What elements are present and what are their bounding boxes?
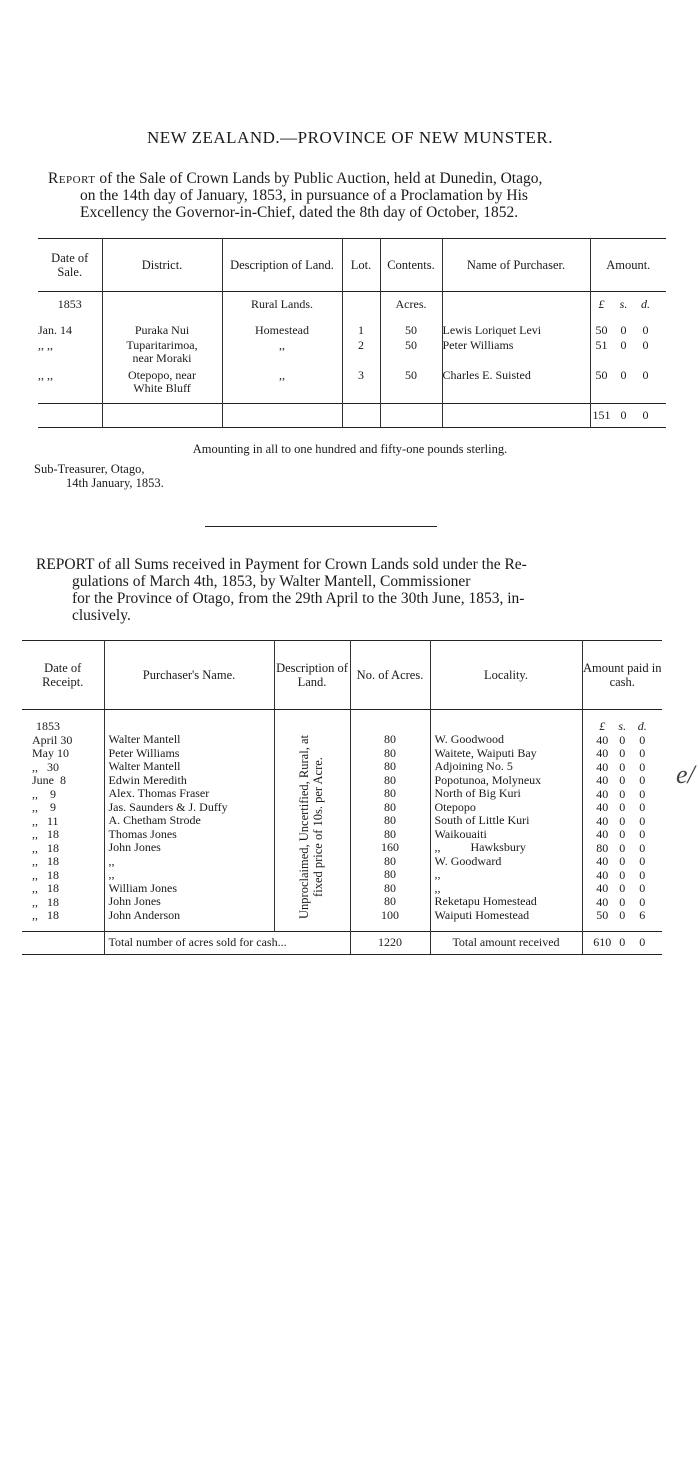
table-row-acres: 80 — [384, 880, 396, 895]
amounting-note: Amounting in all to one hundred and fifty-one pounds sterling. — [192, 442, 508, 456]
report1-line-1: of the Sale of Crown Lands by Public Auction, held at Dunedin, Otago, — [99, 170, 543, 187]
table-row-date: April 30 — [32, 732, 73, 747]
table-row-locality: Otepopo — [434, 799, 476, 814]
report2-line-3: for the Province of Otago, from the 29th April to the 30th June, 1853, in- — [72, 590, 525, 607]
table-row-date: ,, 18 — [32, 854, 59, 868]
table-row-purchaser: William Jones — [108, 880, 178, 895]
table-row: ,, ,, Otepopo, near White Bluff ,, 3 50 Charles E. Suisted 50 0 0 — [38, 369, 666, 404]
table-row-acres: 80 — [384, 732, 396, 746]
total-received: 610 0 0 — [582, 931, 662, 954]
section-divider — [205, 526, 437, 527]
table-row-amount: 40 0 0 — [596, 813, 646, 828]
table-subheader-row — [38, 292, 666, 325]
table-row-amount: 40 0 0 — [596, 786, 646, 801]
table-row-locality: Waikouaiti — [434, 826, 487, 841]
table-row-locality: Adjoining No. 5 — [434, 759, 513, 773]
total-acres-label: Total number of acres sold for cash... — [104, 931, 350, 954]
table-row-date: ,, 9 — [32, 786, 56, 801]
table-header-row — [22, 641, 662, 710]
table-row-amount: 40 0 0 — [596, 746, 646, 760]
signoff-line-2: 14th January, 1853. — [66, 476, 164, 490]
report1-lead: Report — [48, 170, 96, 187]
total-row — [38, 404, 666, 428]
table-row-acres: 80 — [384, 745, 396, 760]
col-header-purchaser: Name of Purchaser. — [442, 239, 590, 292]
total-acres: 1220 — [350, 931, 430, 954]
auction-sales-table — [38, 238, 666, 428]
table-row-purchaser: Edwin Meredith — [108, 772, 187, 787]
col-header-lot: Lot. — [342, 239, 380, 292]
table-row-purchaser: Thomas Jones — [108, 826, 177, 841]
table-row-locality: Reketapu Homestead — [434, 894, 537, 908]
purchaser-column — [104, 710, 274, 932]
description-column — [274, 710, 350, 932]
acres-label: Acres. — [380, 292, 442, 325]
handwritten-margin-mark: e/ — [676, 760, 695, 789]
report2-line-1: REPORT of all Sums received in Payment for Crown Lands sold under the Re- — [36, 556, 527, 573]
table-row-amount: 80 0 0 — [596, 840, 646, 855]
col-header-contents: Contents. — [380, 239, 442, 292]
table-row-date: ,, 18 — [32, 894, 59, 909]
signoff-line-1: Sub-Treasurer, Otago, — [34, 462, 145, 476]
date-list — [22, 734, 104, 923]
col-header-date: Date of Receipt. — [22, 641, 104, 710]
table-row-date: ,, 18 — [32, 881, 59, 895]
table-row-amount: 40 0 0 — [596, 867, 646, 882]
table-row-acres: 80 — [384, 813, 396, 827]
table-row-amount: 50 0 6 — [596, 908, 646, 922]
table-row-date: ,, 18 — [32, 867, 59, 882]
table-row-purchaser: John Anderson — [108, 907, 181, 922]
table-row-purchaser: Walter Mantell — [108, 732, 181, 746]
table-row-acres: 80 — [384, 867, 396, 881]
table-row-acres: 80 — [384, 786, 396, 800]
col-header-description: Description of Land. — [274, 641, 350, 710]
report2-line-4: clusively. — [72, 607, 131, 624]
table-row-date: May 10 — [32, 746, 69, 760]
table-header-row — [38, 239, 666, 292]
table-row-amount: 40 0 0 — [596, 854, 646, 868]
col-header-acres: No. of Acres. — [350, 641, 430, 710]
amount-column: £ s. d. 40 0 0 40 0 0 40 0 0 40 0 0 40 0 0 40 0 0 40 0 0 40 0 0 80 0 0 40 0 0 40 0 0 40 0 0 40 0 0 50 0 6 — [582, 710, 662, 932]
table-row-locality: ,, — [434, 880, 441, 895]
rural-lands-label: Rural Lands. — [222, 292, 342, 325]
table-row-locality: Waiputi Homestead — [434, 907, 530, 922]
table-row-acres: 160 — [381, 840, 399, 854]
report1-line-3: Excellency the Governor-in-Chief, dated the 8th day of October, 1852. — [80, 204, 519, 221]
table-row-date: ,, 11 — [32, 813, 59, 828]
table-row-amount: 40 0 0 — [596, 827, 646, 841]
table-row-acres: 80 — [384, 799, 396, 814]
table-row-locality: ,, Hawksbury — [434, 840, 526, 854]
date-column: 1853 April 30 May 10 ,, 30 June 8 ,, 9 ,, 9 ,, 11 ,, 18 ,, 18 ,, 18 ,, 18 ,, 18 ,, 18 ,, 18 — [22, 710, 104, 932]
table-row-purchaser: Alex. Thomas Fraser — [108, 786, 210, 800]
col-header-district: District. — [102, 239, 222, 292]
col-header-description: Description of Land. — [222, 239, 342, 292]
vertical-description: Unproclaimed, Uncertified, Rural, at fixed price of 10s. per Acre. — [296, 735, 325, 920]
locality-column — [430, 710, 582, 932]
total-amount: 151 0 0 — [590, 404, 666, 428]
table-row-acres: 80 — [384, 826, 396, 841]
table-row-acres: 80 — [384, 759, 396, 773]
table-row-locality: W. Goodwood — [434, 732, 505, 746]
table-row-date: ,, 18 — [32, 908, 59, 922]
table-row-locality: Waitete, Waiputi Bay — [434, 745, 537, 760]
table-row-acres: 80 — [384, 853, 396, 868]
report2-line-2: gulations of March 4th, 1853, by Walter Mantell, Commissioner — [72, 573, 471, 590]
table-row-amount: 40 0 0 — [596, 759, 646, 774]
table-body — [22, 710, 662, 932]
col-header-amount: Amount paid in cash. — [582, 641, 662, 710]
table-row-amount: 40 0 0 — [596, 800, 646, 814]
cash-receipts-table — [22, 640, 662, 955]
table-row-purchaser: ,, — [108, 867, 115, 881]
table-row-date: ,, 30 — [32, 759, 59, 774]
table-row: ,, ,, Tuparitarimoa, near Moraki ,, 2 50 Peter Williams 51 0 0 — [38, 339, 666, 369]
table-row-acres: 80 — [384, 772, 396, 787]
table-row-locality: South of Little Kuri — [434, 813, 530, 827]
table-row-locality: North of Big Kuri — [434, 786, 521, 800]
table-row-locality: ,, — [434, 867, 441, 881]
table-row-purchaser: John Jones — [108, 840, 161, 854]
table-row-purchaser: ,, — [108, 853, 115, 868]
page-title: NEW ZEALAND.—PROVINCE OF NEW MUNSTER. — [146, 128, 554, 147]
table-row-acres: 80 — [384, 894, 396, 908]
total-received-label: Total amount received — [430, 931, 582, 954]
table-row-amount: 40 0 0 — [596, 881, 646, 895]
table-row-purchaser: A. Chetham Strode — [108, 813, 201, 827]
table-row-locality: Popotunoa, Molyneux — [434, 772, 542, 787]
report1-line-2: on the 14th day of January, 1853, in pursuance of a Proclamation by His — [80, 187, 528, 204]
table-row-purchaser: Peter Williams — [108, 745, 180, 760]
table-row-locality: W. Goodward — [434, 853, 502, 868]
report1-heading — [48, 170, 668, 221]
table-row-date: ,, 18 — [32, 827, 59, 841]
table-row-purchaser: Jas. Saunders & J. Duffy — [108, 799, 228, 814]
year-cell: 1853 — [38, 292, 102, 325]
currency-header: £ s. d. — [598, 297, 650, 311]
table-row-amount: 40 0 0 — [596, 894, 646, 909]
table-row-purchaser: John Jones — [108, 894, 161, 908]
table-row: Jan. 14 Puraka Nui Homestead 1 50 Lewis Loriquet Levi 50 0 0 — [38, 323, 649, 337]
table-row-acres: 100 — [381, 907, 399, 922]
table-row-date: ,, 18 — [32, 840, 59, 855]
col-header-amount: Amount. — [590, 239, 666, 292]
table-row-date: June 8 — [32, 773, 66, 787]
col-header-locality: Locality. — [430, 641, 582, 710]
table-row-amount: 40 0 0 — [596, 732, 646, 747]
col-header-purchaser: Purchaser's Name. — [104, 641, 274, 710]
table-row-purchaser: Walter Mantell — [108, 759, 181, 773]
report2-heading — [36, 556, 662, 624]
table-row-amount: 40 0 0 — [596, 773, 646, 787]
total-row — [22, 931, 662, 954]
col-header-date: Date of Sale. — [38, 239, 102, 292]
table-row-date: ,, 9 — [32, 800, 56, 814]
acres-column — [350, 710, 430, 932]
